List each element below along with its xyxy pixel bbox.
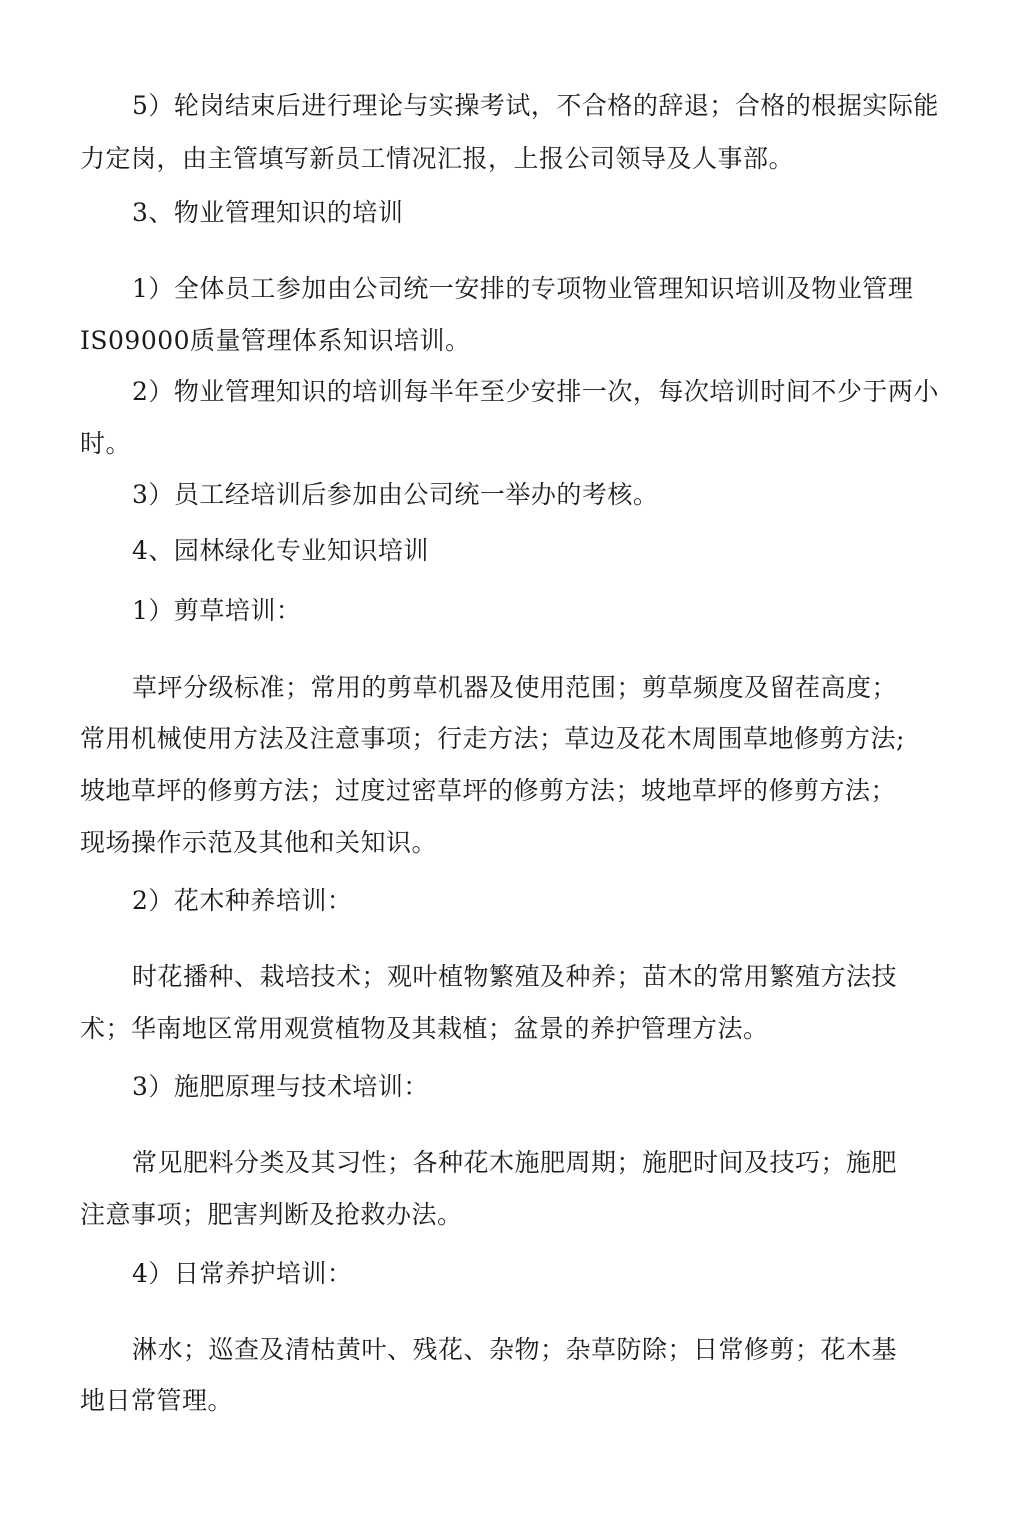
text-line: 1）全体员工参加由公司统一安排的专项物业管理知识培训及物业管理 bbox=[132, 274, 914, 303]
text-line: 常用机械使用方法及注意事项；行走方法；草边及花木周围草地修剪方法; bbox=[80, 724, 905, 753]
section-heading: 4、园林绿化专业知识培训 bbox=[132, 536, 429, 565]
subsection-heading: 4）日常养护培训： bbox=[132, 1259, 353, 1288]
text-line: 常见肥料分类及其习性；各种花木施肥周期；施肥时间及技巧；施肥 bbox=[132, 1148, 898, 1177]
text-line: 时。 bbox=[80, 429, 132, 458]
text-line: 5）轮岗结束后进行理论与实操考试，不合格的辞退；合格的根据实际能 bbox=[132, 91, 939, 120]
text-line: 时花播种、栽培技术；观叶植物繁殖及种养；苗木的常用繁殖方法技 bbox=[132, 962, 898, 991]
text-line: 注意事项；肥害判断及抢救办法。 bbox=[80, 1200, 463, 1229]
subsection-heading: 1）剪草培训： bbox=[132, 596, 302, 625]
text-line: 坡地草坪的修剪方法；过度过密草坪的修剪方法；坡地草坪的修剪方法； bbox=[80, 776, 897, 805]
section-heading: 3、物业管理知识的培训 bbox=[132, 198, 404, 227]
subsection-heading: 3）施肥原理与技术培训： bbox=[132, 1072, 429, 1101]
subsection-heading: 2）花木种养培训： bbox=[132, 886, 353, 915]
text-line: 2）物业管理知识的培训每半年至少安排一次，每次培训时间不少于两小 bbox=[132, 377, 939, 406]
text-line: IS09000质量管理体系知识培训。 bbox=[80, 326, 471, 355]
text-line: 3）员工经培训后参加由公司统一举办的考核。 bbox=[132, 480, 659, 509]
text-line: 淋水；巡查及清枯黄叶、残花、杂物；杂草防除；日常修剪；花木基 bbox=[132, 1335, 898, 1364]
text-line: 草坪分级标准；常用的剪草机器及使用范围；剪草频度及留茬高度； bbox=[132, 673, 898, 702]
text-line: 术；华南地区常用观赏植物及其栽植；盆景的养护管理方法。 bbox=[80, 1014, 769, 1043]
text-line: 力定岗，由主管填写新员工情况汇报，上报公司领导及人事部。 bbox=[80, 144, 795, 173]
text-line: 地日常管理。 bbox=[80, 1386, 234, 1415]
text-line: 现场操作示范及其他和关知识。 bbox=[80, 828, 438, 857]
